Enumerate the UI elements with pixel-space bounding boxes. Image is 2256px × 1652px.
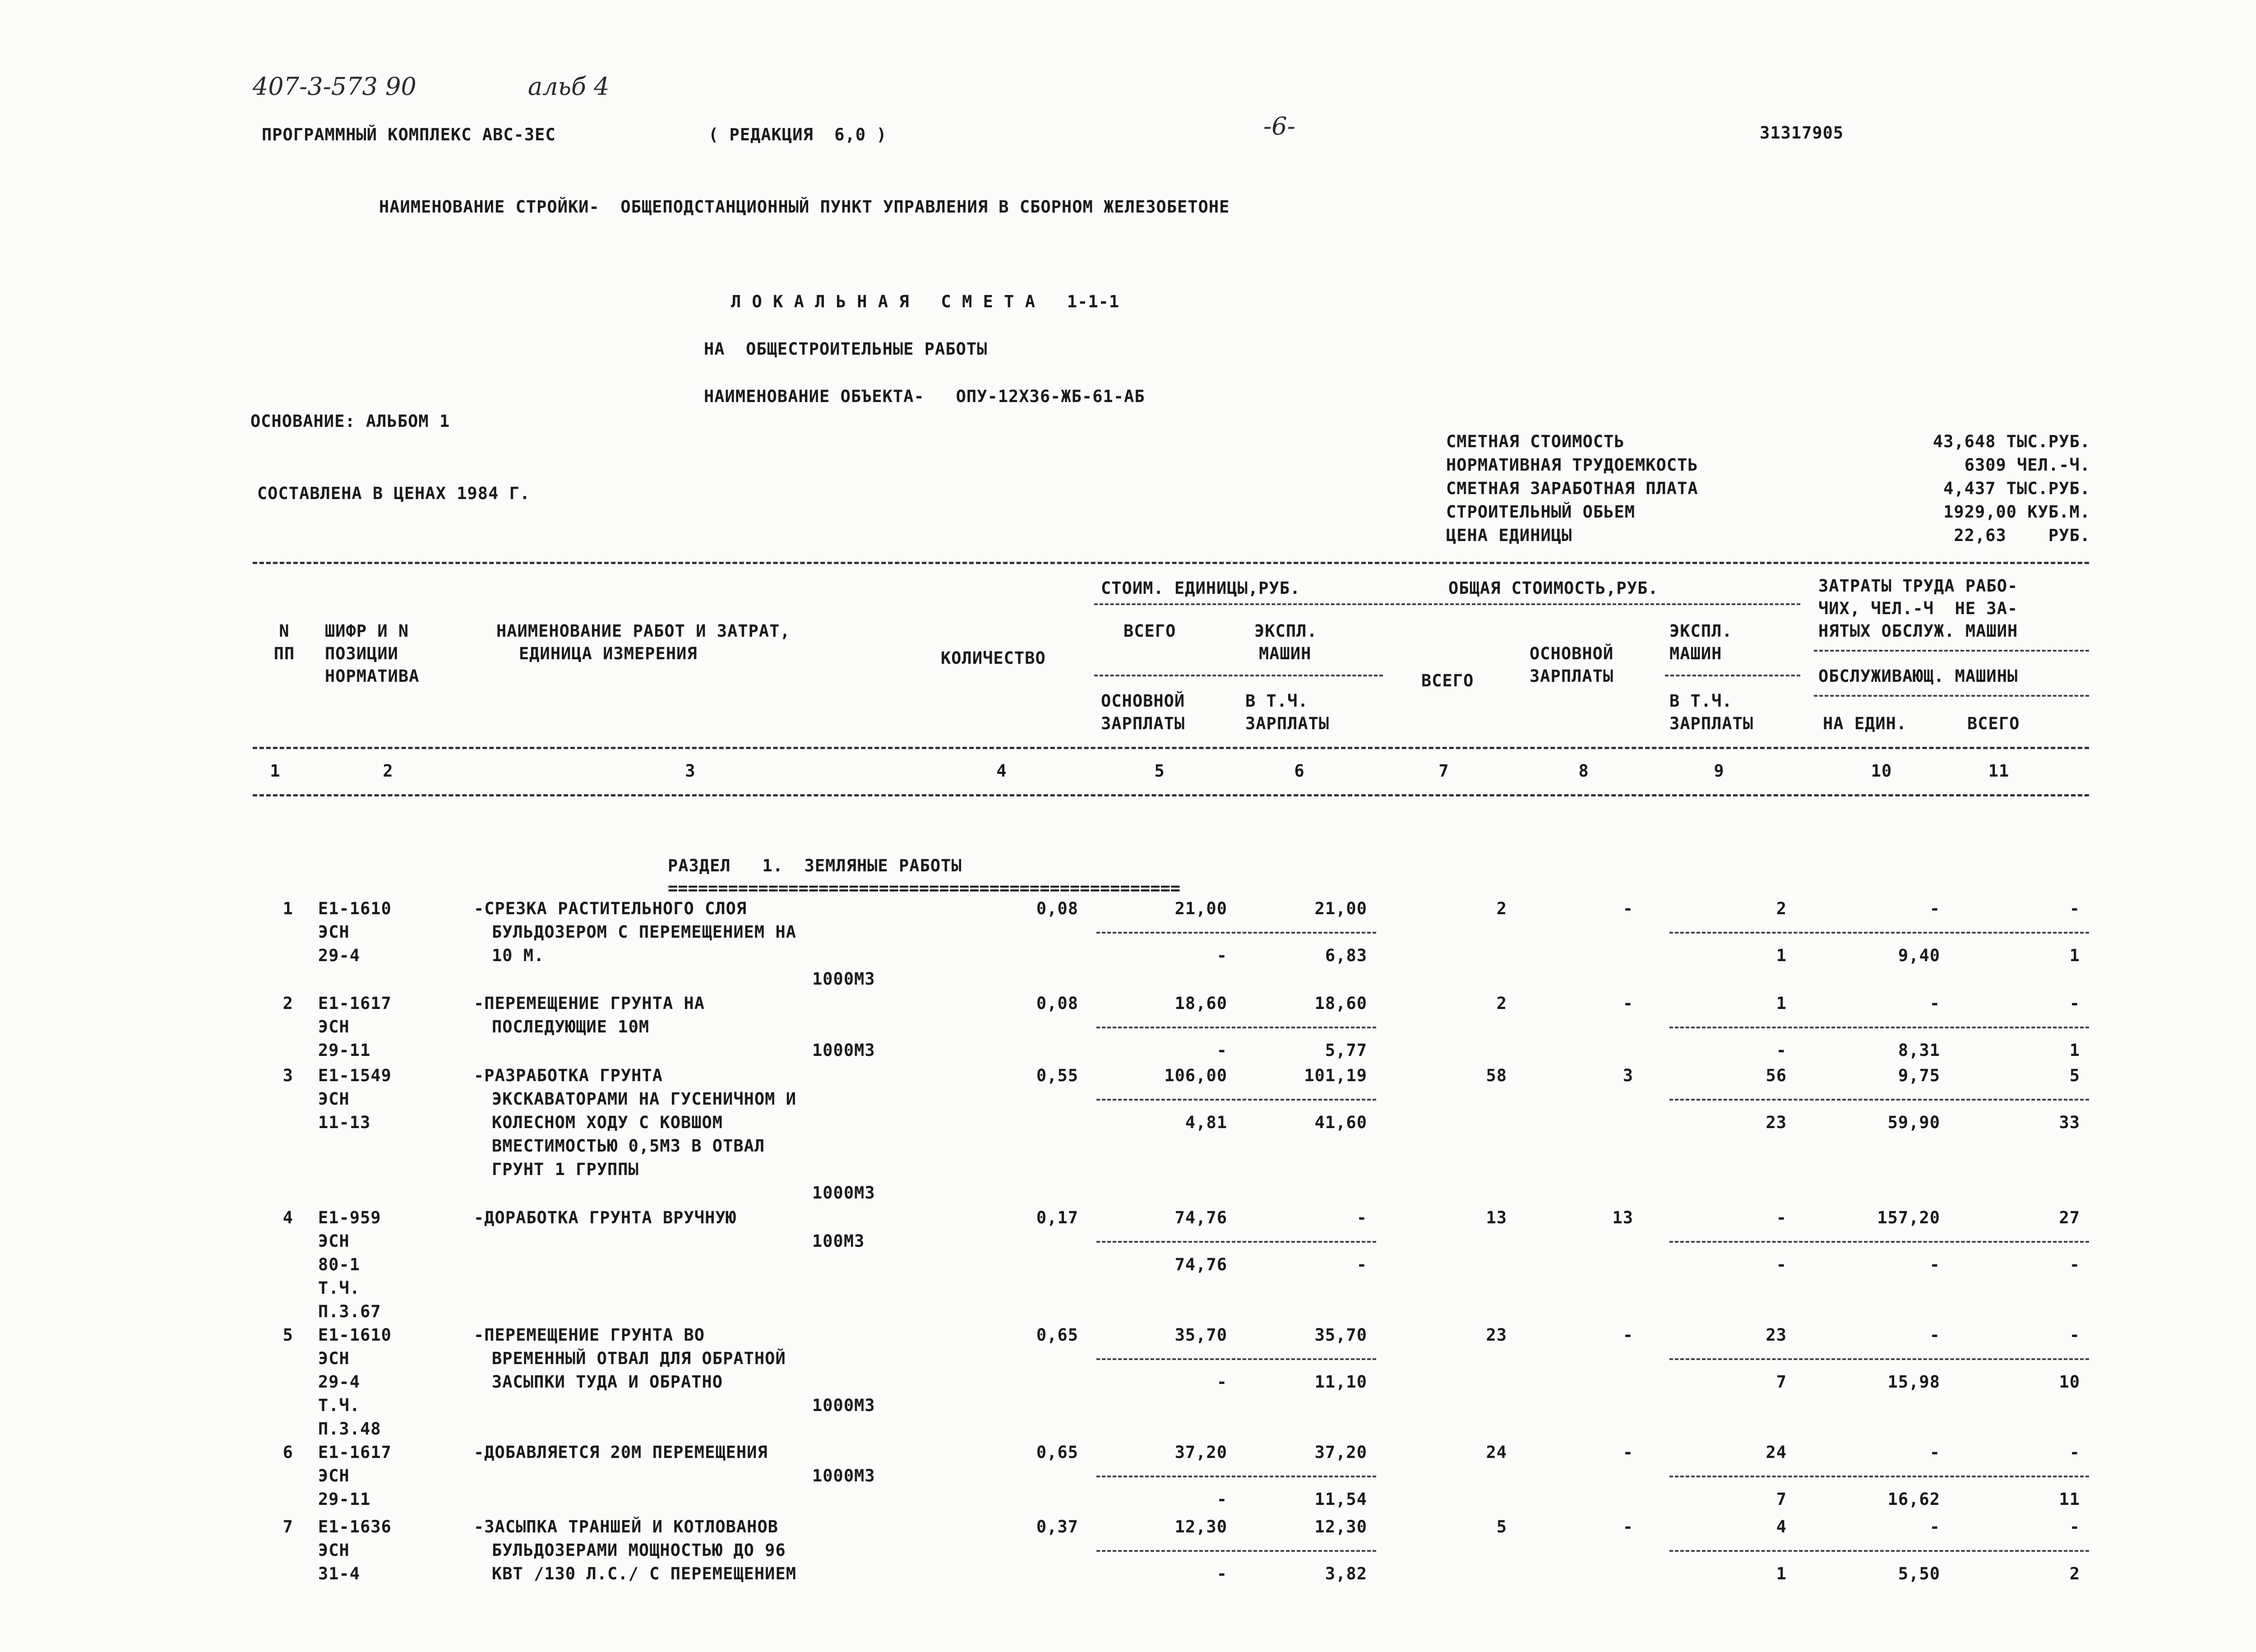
- program-edition: ( РЕДАКЦИЯ 6,0 ): [708, 125, 887, 144]
- row-unit-cost-machine-wages: 11,10: [1314, 1372, 1367, 1392]
- column-number: 11: [1988, 761, 2010, 781]
- row-total-wages: -: [1623, 1443, 1633, 1462]
- row-work-name: КВТ /130 Л.С./ С ПЕРЕМЕЩЕНИЕМ: [492, 1564, 797, 1583]
- row-unit-cost-total: 21,00: [1174, 899, 1227, 918]
- row-unit: 1000М3: [812, 1466, 875, 1485]
- price-basis: СОСТАВЛЕНА В ЦЕНАХ 1984 Г.: [257, 484, 531, 503]
- row-machine-labor-per-unit: -: [1929, 1255, 1940, 1274]
- row-unit-cost-wages: -: [1216, 1490, 1227, 1509]
- row-number: 2: [282, 994, 293, 1013]
- row-code: ЭСН: [318, 922, 350, 942]
- row-code: ЭСН: [318, 1466, 350, 1485]
- column-number: 5: [1154, 761, 1165, 781]
- row-number: 3: [282, 1066, 293, 1085]
- estimate-title: Л О К А Л Ь Н А Я С М Е Т А 1-1-1: [731, 292, 1120, 311]
- row-unit-cost-wages: -: [1216, 1372, 1227, 1392]
- row-number: 1: [282, 899, 293, 918]
- row-total-machines: 56: [1766, 1066, 1787, 1085]
- row-machine-labor-per-unit: 5,50: [1898, 1564, 1940, 1583]
- row-unit: 100М3: [812, 1231, 865, 1251]
- summary-value: 43,648 ТЫС.РУБ.: [1932, 432, 2090, 451]
- summary-value: 22,63 РУБ.: [1954, 526, 2090, 545]
- object-name: НАИМЕНОВАНИЕ ОБЪЕКТА- ОПУ-12Х36-ЖБ-61-АБ: [704, 387, 1145, 406]
- row-quantity: 0,55: [1036, 1066, 1078, 1085]
- row-total: 24: [1486, 1443, 1507, 1462]
- col-2-header: ШИФР И N: [325, 621, 409, 641]
- row-rule: [1669, 1550, 2089, 1552]
- row-total-machines: 2: [1776, 899, 1787, 918]
- row-total-machines: -: [1776, 1208, 1787, 1227]
- row-number: 5: [282, 1325, 293, 1345]
- section-title: РАЗДЕЛ 1. ЗЕМЛЯНЫЕ РАБОТЫ: [668, 856, 962, 875]
- row-unit-cost-machines: 101,19: [1304, 1066, 1367, 1085]
- row-labor-total: 27: [2059, 1208, 2080, 1227]
- row-total-machine-wages: 23: [1766, 1113, 1787, 1132]
- col-6-header: МАШИН: [1259, 644, 1312, 663]
- row-unit: 1000М3: [812, 1396, 875, 1415]
- header-rule: [1385, 603, 1800, 605]
- row-unit-cost-machine-wages: 5,77: [1325, 1041, 1367, 1060]
- row-machine-labor-per-unit: 8,31: [1898, 1041, 1940, 1060]
- row-total-machines: 23: [1766, 1325, 1787, 1345]
- row-unit-cost-machine-wages: 11,54: [1314, 1490, 1367, 1509]
- row-unit-cost-machines: 12,30: [1314, 1517, 1367, 1536]
- row-total: 58: [1486, 1066, 1507, 1085]
- col-3-header: ЕДИНИЦА ИЗМЕРЕНИЯ: [519, 644, 698, 663]
- col-9-header: МАШИН: [1669, 644, 1722, 663]
- column-number: 8: [1578, 761, 1589, 781]
- row-quantity: 0,37: [1036, 1517, 1078, 1536]
- row-work-name: 10 М.: [492, 946, 545, 965]
- row-total: 23: [1486, 1325, 1507, 1345]
- document-code: 31317905: [1760, 123, 1844, 143]
- column-number: 3: [685, 761, 696, 781]
- header-rule: [1094, 603, 1383, 605]
- row-unit-cost-machine-wages: 41,60: [1314, 1113, 1367, 1132]
- row-total: 13: [1486, 1208, 1507, 1227]
- row-unit-cost-machines: 35,70: [1314, 1325, 1367, 1345]
- col-8-header: ЗАРПЛАТЫ: [1530, 666, 1614, 686]
- row-number: 7: [282, 1517, 293, 1536]
- col-9-header: В Т.Ч.: [1669, 691, 1733, 711]
- col-6-header: ЭКСПЛ.: [1254, 621, 1318, 641]
- row-unit-cost-machine-wages: -: [1356, 1255, 1367, 1274]
- col-9-header: ЭКСПЛ.: [1669, 621, 1733, 641]
- col-5-header: ОСНОВНОЙ: [1101, 691, 1185, 711]
- row-total-wages: -: [1623, 1325, 1633, 1345]
- header-rule: [1665, 675, 1800, 676]
- row-rule: [1669, 932, 2089, 934]
- row-total-machine-wages: -: [1776, 1255, 1787, 1274]
- row-code: Е1-1636: [318, 1517, 392, 1536]
- row-code: 29-11: [318, 1041, 371, 1060]
- row-code: П.3.48: [318, 1419, 381, 1439]
- row-work-name: -РАЗРАБОТКА ГРУНТА: [474, 1066, 663, 1085]
- col-6-header: ЗАРПЛАТЫ: [1245, 714, 1330, 733]
- row-quantity: 0,65: [1036, 1325, 1078, 1345]
- row-unit-cost-machines: 21,00: [1314, 899, 1367, 918]
- page-number: -6-: [1263, 112, 1295, 140]
- row-quantity: 0,65: [1036, 1443, 1078, 1462]
- row-labor-per-unit: -: [1929, 899, 1940, 918]
- col-10-11-group-header: ЧИХ, ЧЕЛ.-Ч НЕ ЗА-: [1818, 599, 2018, 618]
- handwritten-reference: 407-3-573 90: [253, 72, 416, 101]
- section-underline: ===================================================: [668, 879, 1181, 898]
- header-rule: [1814, 695, 2089, 697]
- row-unit-cost-machines: 18,60: [1314, 994, 1367, 1013]
- row-machine-labor-per-unit: 15,98: [1887, 1372, 1940, 1392]
- row-work-name: -ДОРАБОТКА ГРУНТА ВРУЧНУЮ: [474, 1208, 736, 1227]
- row-quantity: 0,17: [1036, 1208, 1078, 1227]
- col-8-header: ОСНОВНОЙ: [1530, 644, 1614, 663]
- row-unit-cost-machines: -: [1356, 1208, 1367, 1227]
- row-labor-total: -: [2069, 1443, 2080, 1462]
- row-total-wages: 3: [1623, 1066, 1633, 1085]
- col-6-header: В Т.Ч.: [1245, 691, 1308, 711]
- row-labor-per-unit: -: [1929, 1517, 1940, 1536]
- row-machine-labor-total: 1: [2069, 946, 2080, 965]
- col-4-header: КОЛИЧЕСТВО: [941, 648, 1046, 668]
- row-labor-total: -: [2069, 1325, 2080, 1345]
- row-code: ЭСН: [318, 1017, 350, 1037]
- col-2-header: ПОЗИЦИИ: [325, 644, 398, 663]
- program-name: ПРОГРАММНЫЙ КОМПЛЕКС АВС-3ЕС: [262, 125, 556, 144]
- summary-label: СТРОИТЕЛЬНЫЙ ОБЬЕМ: [1446, 502, 1635, 522]
- row-machine-labor-per-unit: 59,90: [1887, 1113, 1940, 1132]
- row-unit-cost-total: 12,30: [1174, 1517, 1227, 1536]
- row-code: 31-4: [318, 1564, 361, 1583]
- table-top-rule: [253, 562, 2089, 564]
- row-labor-per-unit: 9,75: [1898, 1066, 1940, 1085]
- row-rule: [1096, 1027, 1376, 1028]
- col-5-6-group-header: СТОИМ. ЕДИНИЦЫ,РУБ.: [1101, 578, 1301, 598]
- col-7-header: ВСЕГО: [1421, 671, 1474, 690]
- row-code: Е1-1617: [318, 994, 392, 1013]
- summary-label: НОРМАТИВНАЯ ТРУДОЕМКОСТЬ: [1446, 455, 1698, 475]
- col-5-header: ВСЕГО: [1123, 621, 1176, 641]
- row-code: Е1-959: [318, 1208, 381, 1227]
- summary-label: СМЕТНАЯ СТОИМОСТЬ: [1446, 432, 1625, 451]
- row-code: 29-4: [318, 946, 361, 965]
- col-1-header: ПП: [273, 644, 295, 663]
- handwritten-album: альб 4: [528, 72, 610, 101]
- row-total-machine-wages: 7: [1776, 1490, 1787, 1509]
- row-rule: [1669, 1241, 2089, 1243]
- column-number: 10: [1871, 761, 1892, 781]
- row-machine-labor-per-unit: 9,40: [1898, 946, 1940, 965]
- row-labor-total: -: [2069, 1517, 2080, 1536]
- row-number: 6: [282, 1443, 293, 1462]
- row-total-wages: -: [1623, 899, 1633, 918]
- row-labor-per-unit: -: [1929, 1325, 1940, 1345]
- row-work-name: -ЗАСЫПКА ТРАНШЕЙ И КОТЛОВАНОВ: [474, 1517, 779, 1536]
- row-machine-labor-total: 2: [2069, 1564, 2080, 1583]
- row-unit-cost-machine-wages: 6,83: [1325, 946, 1367, 965]
- col-9-header: ЗАРПЛАТЫ: [1669, 714, 1754, 733]
- row-code: ЭСН: [318, 1089, 350, 1109]
- row-code: ЭСН: [318, 1349, 350, 1368]
- row-total-machines: 24: [1766, 1443, 1787, 1462]
- row-rule: [1096, 1358, 1376, 1360]
- row-labor-total: -: [2069, 994, 2080, 1013]
- row-rule: [1096, 932, 1376, 934]
- col-3-header: НАИМЕНОВАНИЕ РАБОТ И ЗАТРАТ,: [496, 621, 791, 641]
- col-1-header: N: [279, 621, 290, 641]
- row-unit-cost-wages: -: [1216, 1041, 1227, 1060]
- basis: ОСНОВАНИЕ: АЛЬБОМ 1: [250, 412, 450, 431]
- col-10-11-sub-header: ОБСЛУЖИВАЮЩ. МАШИНЫ: [1818, 666, 2018, 686]
- row-code: 29-11: [318, 1490, 371, 1509]
- row-code: Т.Ч.: [318, 1396, 361, 1415]
- row-work-name: ЗАСЫПКИ ТУДА И ОБРАТНО: [492, 1372, 723, 1392]
- row-machine-labor-total: 1: [2069, 1041, 2080, 1060]
- summary-value: 1929,00 КУБ.М.: [1943, 502, 2090, 522]
- row-code: Е1-1610: [318, 899, 392, 918]
- header-rule: [1094, 675, 1383, 676]
- col-7-9-group-header: ОБЩАЯ СТОИМОСТЬ,РУБ.: [1448, 578, 1659, 598]
- row-rule: [1669, 1099, 2089, 1101]
- row-unit-cost-total: 74,76: [1174, 1208, 1227, 1227]
- row-labor-per-unit: -: [1929, 994, 1940, 1013]
- row-labor-per-unit: -: [1929, 1443, 1940, 1462]
- row-code: Е1-1610: [318, 1325, 392, 1345]
- row-unit: 1000М3: [812, 1183, 875, 1203]
- row-quantity: 0,08: [1036, 899, 1078, 918]
- row-rule: [1669, 1358, 2089, 1360]
- row-work-name: ПОСЛЕДУЮЩИЕ 10М: [492, 1017, 650, 1037]
- construction-name: НАИМЕНОВАНИЕ СТРОЙКИ- ОБЩЕПОДСТАНЦИОННЫЙ ПУНКТ УПРАВЛЕНИЯ В СБОРНОМ ЖЕЛЕЗОБЕТОНЕ: [379, 197, 1230, 217]
- summary-value: 6309 ЧЕЛ.-Ч.: [1964, 455, 2090, 475]
- row-quantity: 0,08: [1036, 994, 1078, 1013]
- col-5-header: ЗАРПЛАТЫ: [1101, 714, 1185, 733]
- row-unit-cost-wages: -: [1216, 1564, 1227, 1583]
- row-work-name: -ПЕРЕМЕЩЕНИЕ ГРУНТА НА: [474, 994, 705, 1013]
- row-work-name: -ДОБАВЛЯЕТСЯ 20М ПЕРЕМЕЩЕНИЯ: [474, 1443, 768, 1462]
- row-unit-cost-machine-wages: 3,82: [1325, 1564, 1367, 1583]
- column-number: 9: [1714, 761, 1724, 781]
- column-number-bottom-rule: [253, 794, 2089, 796]
- row-total-wages: -: [1623, 1517, 1633, 1536]
- col-10-11-group-header: ЗАТРАТЫ ТРУДА РАБО-: [1818, 576, 2018, 596]
- row-unit: 1000М3: [812, 969, 875, 989]
- row-rule: [1096, 1550, 1376, 1552]
- estimate-subtitle: НА ОБЩЕСТРОИТЕЛЬНЫЕ РАБОТЫ: [704, 339, 988, 359]
- row-unit-cost-total: 37,20: [1174, 1443, 1227, 1462]
- col-10-header: НА ЕДИН.: [1823, 714, 1907, 733]
- col-10-11-group-header: НЯТЫХ ОБСЛУЖ. МАШИН: [1818, 621, 2018, 641]
- row-machine-labor-total: -: [2069, 1255, 2080, 1274]
- row-total-machines: 1: [1776, 994, 1787, 1013]
- row-code: Е1-1617: [318, 1443, 392, 1462]
- row-unit: 1000М3: [812, 1041, 875, 1060]
- row-code: 29-4: [318, 1372, 361, 1392]
- row-unit-cost-wages: -: [1216, 946, 1227, 965]
- row-total-wages: -: [1623, 994, 1633, 1013]
- row-work-name: ГРУНТ 1 ГРУППЫ: [492, 1160, 639, 1179]
- row-work-name: БУЛЬДОЗЕРАМИ МОЩНОСТЬЮ ДО 96: [492, 1541, 786, 1560]
- row-machine-labor-total: 10: [2059, 1372, 2080, 1392]
- row-total: 2: [1496, 899, 1507, 918]
- col-2-header: НОРМАТИВА: [325, 666, 420, 686]
- row-rule: [1669, 1476, 2089, 1477]
- row-code: П.3.67: [318, 1302, 381, 1321]
- row-total-machine-wages: 7: [1776, 1372, 1787, 1392]
- row-total-machine-wages: -: [1776, 1041, 1787, 1060]
- row-total: 2: [1496, 994, 1507, 1013]
- row-unit-cost-machines: 37,20: [1314, 1443, 1367, 1462]
- summary-label: СМЕТНАЯ ЗАРАБОТНАЯ ПЛАТА: [1446, 479, 1698, 498]
- row-labor-total: 5: [2069, 1066, 2080, 1085]
- row-work-name: БУЛЬДОЗЕРОМ С ПЕРЕМЕЩЕНИЕМ НА: [492, 922, 797, 942]
- row-code: Е1-1549: [318, 1066, 392, 1085]
- row-machine-labor-total: 33: [2059, 1113, 2080, 1132]
- summary-label: ЦЕНА ЕДИНИЦЫ: [1446, 526, 1572, 545]
- row-unit-cost-wages: 74,76: [1174, 1255, 1227, 1274]
- col-11-header: ВСЕГО: [1967, 714, 2020, 733]
- column-number: 2: [383, 761, 393, 781]
- column-number: 4: [996, 761, 1007, 781]
- column-number: 1: [270, 761, 281, 781]
- row-rule: [1669, 1027, 2089, 1028]
- summary-value: 4,437 ТЫС.РУБ.: [1943, 479, 2090, 498]
- row-work-name: ВМЕСТИМОСТЬЮ 0,5М3 В ОТВАЛ: [492, 1136, 765, 1156]
- row-number: 4: [282, 1208, 293, 1227]
- row-code: 11-13: [318, 1113, 371, 1132]
- row-total-wages: 13: [1612, 1208, 1633, 1227]
- row-work-name: -ПЕРЕМЕЩЕНИЕ ГРУНТА ВО: [474, 1325, 705, 1345]
- row-work-name: ВРЕМЕННЫЙ ОТВАЛ ДЛЯ ОБРАТНОЙ: [492, 1349, 786, 1368]
- row-machine-labor-per-unit: 16,62: [1887, 1490, 1940, 1509]
- row-total-machine-wages: 1: [1776, 946, 1787, 965]
- row-unit-cost-total: 35,70: [1174, 1325, 1227, 1345]
- row-total-machine-wages: 1: [1776, 1564, 1787, 1583]
- row-rule: [1096, 1099, 1376, 1101]
- column-number: 7: [1438, 761, 1449, 781]
- row-work-name: -СРЕЗКА РАСТИТЕЛЬНОГО СЛОЯ: [474, 899, 747, 918]
- row-work-name: КОЛЕСНОМ ХОДУ С КОВШОМ: [492, 1113, 723, 1132]
- column-number: 6: [1294, 761, 1305, 781]
- row-code: ЭСН: [318, 1541, 350, 1560]
- row-code: ЭСН: [318, 1231, 350, 1251]
- header-rule: [1814, 650, 2089, 652]
- row-labor-per-unit: 157,20: [1877, 1208, 1940, 1227]
- row-total-machines: 4: [1776, 1517, 1787, 1536]
- row-unit-cost-total: 106,00: [1164, 1066, 1227, 1085]
- row-labor-total: -: [2069, 899, 2080, 918]
- row-machine-labor-total: 11: [2059, 1490, 2080, 1509]
- row-rule: [1096, 1241, 1376, 1243]
- row-code: Т.Ч.: [318, 1278, 361, 1298]
- row-unit-cost-wages: 4,81: [1185, 1113, 1227, 1132]
- header-bottom-rule: [253, 747, 2089, 749]
- row-rule: [1096, 1476, 1376, 1477]
- row-total: 5: [1496, 1517, 1507, 1536]
- row-work-name: ЭКСКАВАТОРАМИ НА ГУСЕНИЧНОМ И: [492, 1089, 797, 1109]
- row-code: 80-1: [318, 1255, 361, 1274]
- row-unit-cost-total: 18,60: [1174, 994, 1227, 1013]
